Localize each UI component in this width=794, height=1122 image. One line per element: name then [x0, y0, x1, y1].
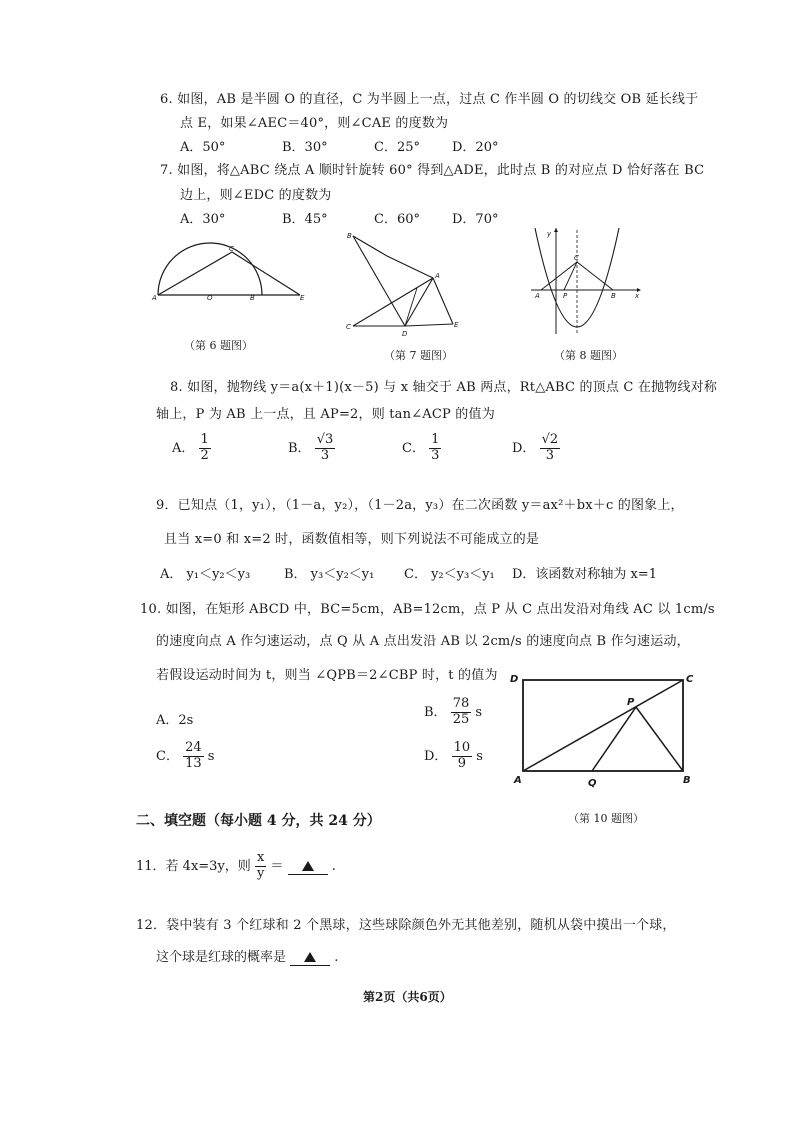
- q10-option-b-num: 78: [452, 696, 470, 711]
- q8-option-c-letter: C．: [402, 440, 425, 456]
- fig8-label-a: A: [535, 292, 540, 300]
- q11-fraction: [255, 851, 266, 882]
- q8-option-a-fraction: [199, 433, 211, 464]
- q10-option-b-unit: s: [475, 704, 483, 720]
- q8-option-d-num: √2: [541, 432, 559, 447]
- q10-option-b-letter: B．: [424, 704, 447, 720]
- q7-option-d: D．70°: [452, 212, 499, 227]
- q11-suffix: ＝: [270, 858, 284, 874]
- page-footer: 第2页（共6页）: [363, 990, 452, 1004]
- q6-line2: 点 E，如果∠AEC＝40°，则∠CAE 的度数为: [180, 116, 449, 131]
- q8-option-c-num: 1: [431, 432, 440, 447]
- q10-option-c-num: 24: [185, 740, 202, 755]
- q6-line1: 6. 如图，AB 是半圆 O 的直径，C 为半圆上一点，过点 C 作半圆 O 的切线交 OB 延长线于: [160, 92, 699, 107]
- fig6-label-b: B: [250, 294, 255, 302]
- q9-line2: 且当 x=0 和 x=2 时，函数值相等，则下列说法不可能成立的是: [164, 532, 540, 547]
- triangle-icon: [302, 861, 314, 871]
- fig6-label-e: E: [300, 294, 305, 302]
- q10-option-c-fraction: [183, 741, 204, 772]
- q10-option-d: [424, 741, 483, 772]
- figure-7: [345, 226, 470, 338]
- q8-option-c-den: 3: [431, 447, 440, 463]
- q8-option-c: [402, 433, 441, 464]
- q8-option-b-den: 3: [320, 447, 330, 463]
- q6-option-d: D．20°: [452, 140, 499, 155]
- q8-option-d-fraction: [540, 433, 561, 464]
- fig8-label-b: B: [611, 292, 616, 300]
- fig10-label-b: B: [683, 775, 691, 786]
- q8-option-a-num: 1: [200, 432, 209, 447]
- q9-option-d: D．该函数对称轴为 x=1: [512, 567, 658, 582]
- q8-option-b-fraction: [315, 433, 336, 464]
- q10-line3: 若假设运动时间为 t，则当 ∠QPB＝2∠CBP 时，t 的值为: [156, 668, 498, 683]
- q10-option-b-den: 25: [452, 711, 470, 727]
- q10-option-b: [424, 697, 482, 728]
- fig7-label-a: A: [435, 272, 440, 280]
- q10-option-c: [156, 741, 214, 772]
- q7-option-a: A．30°: [180, 212, 226, 227]
- fig8-label-c: C: [574, 254, 579, 262]
- q8-option-c-fraction: [429, 433, 441, 464]
- fig10-label-p: P: [627, 697, 635, 708]
- q10-option-d-fraction: [452, 741, 473, 772]
- q6-option-a: A．50°: [180, 140, 226, 155]
- q8-line2: 轴上，P 为 AB 上一点，且 AP=2，则 tan∠ACP 的值为: [156, 407, 495, 422]
- q9-option-a: A． y₁＜y₂＜y₃: [160, 567, 251, 582]
- q12-answer-blank: [290, 950, 330, 966]
- q8-option-b-num: √3: [316, 432, 334, 447]
- q10-option-b-fraction: [451, 697, 472, 728]
- q12-line2-wrap: [156, 946, 338, 966]
- q8-option-d-den: 3: [545, 447, 554, 463]
- fig7-caption: （第 7 题图）: [384, 349, 453, 362]
- q11-answer-blank: [288, 859, 328, 875]
- fig8-label-x: x: [635, 292, 640, 300]
- fig8-caption: （第 8 题图）: [554, 349, 623, 362]
- q10-option-d-letter: D．: [424, 748, 448, 764]
- q6-option-b: B．30°: [282, 140, 328, 155]
- q8-option-d: [512, 433, 560, 464]
- q8-option-b: [288, 433, 335, 464]
- q8-option-d-letter: D．: [512, 440, 536, 456]
- figure-8: [527, 226, 642, 338]
- q9-option-c: C． y₂＜y₃＜y₁: [404, 567, 495, 582]
- q6-option-c: C．25°: [374, 140, 420, 155]
- q7-option-c: C．60°: [374, 212, 420, 227]
- q11-num: x: [255, 851, 266, 867]
- fig10-label-d: D: [510, 674, 519, 685]
- q10-line1: 10. 如图，在矩形 ABCD 中，BC=5cm，AB=12cm，点 P 从 C 点出发沿对角线 AC 以 1cm/s: [140, 602, 715, 617]
- section-2-heading: 二、填空题（每小题 4 分，共 24 分）: [136, 813, 381, 829]
- fig6-caption: （第 6 题图）: [184, 339, 253, 352]
- triangle-icon: [304, 952, 316, 962]
- q12-line1: 12．袋中装有 3 个红球和 2 个黑球，这些球除颜色外无其他差别，随机从袋中摸出一个球，: [136, 918, 676, 933]
- fig6-label-c: C: [229, 245, 234, 253]
- q12-line2: 这个球是红球的概率是: [156, 950, 287, 965]
- figure-10: [510, 672, 695, 797]
- q8-line1: 8. 如图，抛物线 y＝a(x＋1)(x－5) 与 x 轴交于 AB 两点，Rt△ABC 的顶点 C 在抛物线对称: [170, 380, 718, 395]
- q8-option-a-letter: A．: [172, 440, 195, 456]
- fig10-label-c: C: [686, 674, 694, 685]
- fig6-label-o: O: [207, 294, 213, 302]
- fig7-label-e: E: [454, 321, 459, 329]
- q12-end: .: [334, 950, 339, 965]
- q11-end: .: [331, 858, 336, 874]
- fig6-label-a: A: [152, 294, 157, 302]
- q7-option-b: B．45°: [282, 212, 328, 227]
- fig7-label-c: C: [346, 323, 351, 331]
- q11-den: y: [256, 865, 265, 881]
- q11-prefix: 11．若 4x=3y，则: [136, 858, 251, 874]
- q10-option-c-unit: s: [207, 748, 215, 764]
- q10-option-a: A．2s: [156, 713, 194, 728]
- fig8-label-p: P: [563, 292, 568, 300]
- q10-option-d-unit: s: [476, 748, 483, 764]
- q10-line2: 的速度向点 A 作匀速运动，点 Q 从 A 点出发沿 AB 以 2cm/s 的速度向点 B 作匀速运动，: [156, 634, 690, 649]
- fig7-label-d: D: [402, 330, 408, 338]
- fig8-label-y: y: [547, 230, 552, 238]
- q10-option-c-den: 13: [185, 755, 202, 771]
- q7-line1: 7. 如图，将△ABC 绕点 A 顺时针旋转 60° 得到△ADE，此时点 B 的对应点 D 恰好落在 BC: [160, 163, 705, 178]
- q9-line1: 9．已知点（1，y₁），（1－a，y₂），（1－2a，y₃）在二次函数 y＝ax²＋bx＋c 的图象上，: [156, 498, 684, 513]
- q8-option-a-den: 2: [200, 447, 209, 463]
- q8-option-a: [172, 433, 211, 464]
- q11: [136, 851, 336, 882]
- q7-line2: 边上，则∠EDC 的度数为: [180, 188, 332, 203]
- figure-6: [150, 240, 310, 310]
- q10-option-d-num: 10: [453, 740, 471, 755]
- fig7-label-b: B: [347, 232, 352, 240]
- q9-option-b: B． y₃＜y₂＜y₁: [284, 567, 375, 582]
- q10-option-c-letter: C．: [156, 748, 179, 764]
- fig10-caption: （第 10 题图）: [568, 812, 644, 825]
- q10-option-d-den: 9: [457, 755, 466, 771]
- fig10-label-q: Q: [588, 778, 597, 789]
- fig10-label-a: A: [514, 775, 522, 786]
- q8-option-b-letter: B．: [288, 440, 311, 456]
